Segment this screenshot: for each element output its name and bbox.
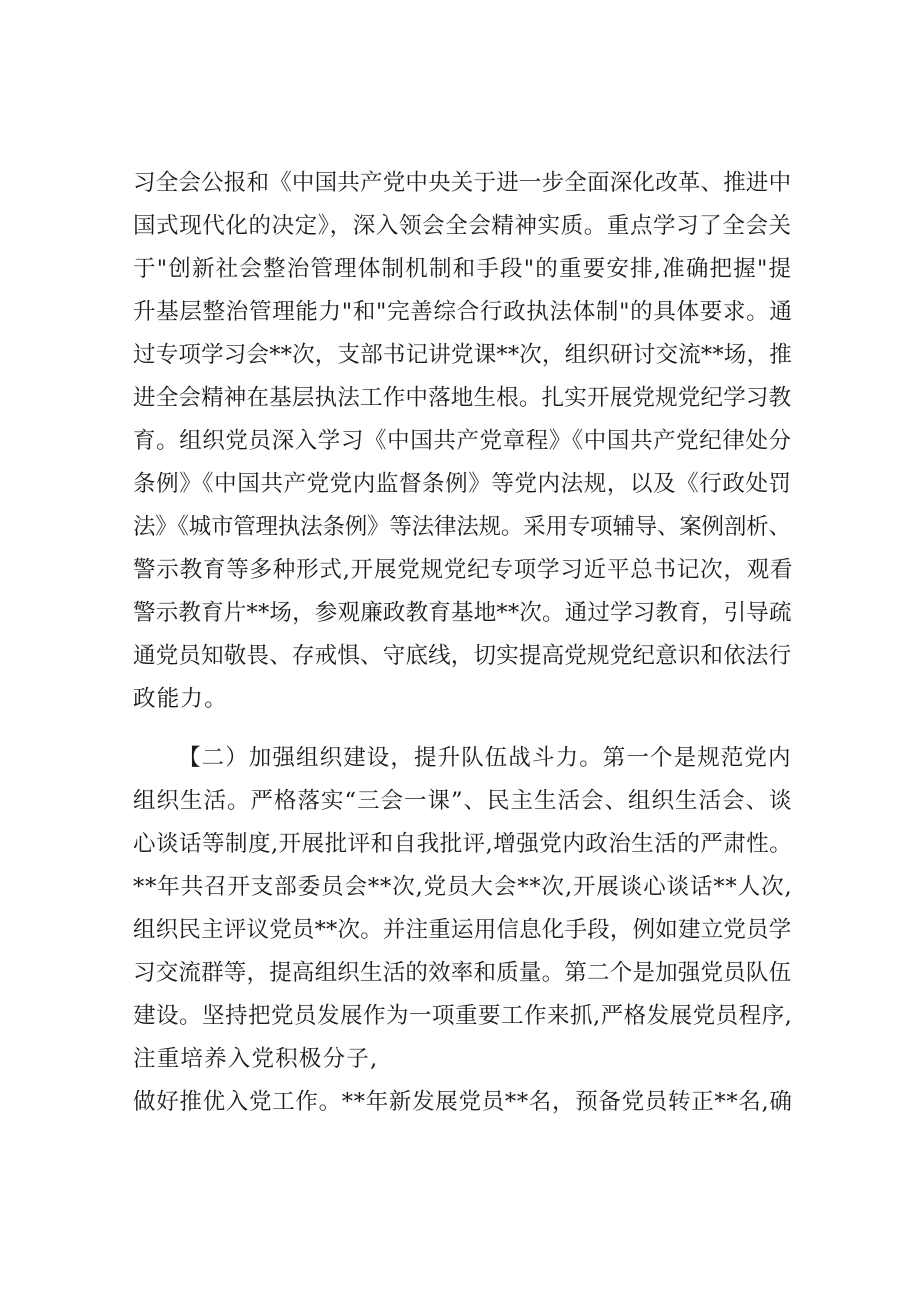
text-line: 于"创新社会整治管理体制机制和手段"的重要安排,准确把握"提 (133, 256, 793, 282)
text-line: 国式现代化的决定》，深入领会全会精神实质。重点学习了全会关 (133, 213, 792, 239)
text-line: 组织生活。严格落实“三会一课”、民主生活会、组织生活会、谈 (133, 788, 793, 814)
section-heading-line: 【二）加强组织建设，提升队伍战斗力。第一个是规范党内 (178, 745, 792, 771)
text-line: 组织民主评议党员**次。并注重运用信息化手段，例如建立党员学 (133, 917, 792, 943)
text-line: 警示教育片**场，参观廉政教育基地**次。通过学习教育，引导疏 (133, 600, 792, 626)
text-line: 做好推优入党工作。**年新发展党员**名，预备党员转正**名,确 (133, 1089, 793, 1115)
text-line: 通党员知敬畏、存戒惧、守底线，切实提高党规党纪意识和依法行 (133, 643, 792, 669)
text-line: 育。组织党员深入学习《中国共产党章程》《中国共产党纪律处分 (133, 428, 792, 454)
text-line: 政能力。 (133, 686, 228, 712)
text-line: 条例》《中国共产党党内监督条例》等党内法规，以及《行政处罚 (133, 471, 792, 497)
text-line: 心谈话等制度,开展批评和自我批评,增强党内政治生活的严肃性。 (133, 831, 793, 857)
text-line: 习全会公报和《中国共产党中央关于进一步全面深化改革、推进中 (133, 170, 792, 196)
text-line: 注重培养入党积极分子, (133, 1046, 379, 1072)
text-line: **年共召开支部委员会**次,党员大会**次,开展谈心谈话**人次, (133, 874, 793, 900)
text-line: 过专项学习会**次，支部书记讲党课**次，组织研讨交流**场，推 (133, 342, 792, 368)
text-line: 建设。坚持把党员发展作为一项重要工作来抓,严格发展党员程序, (133, 1003, 793, 1029)
text-line: 习交流群等，提高组织生活的效率和质量。第二个是加强党员队伍 (133, 960, 792, 986)
text-line: 警示教育等多种形式,开展党规党纪专项学习近平总书记次，观看 (133, 557, 794, 583)
text-line: 进全会精神在基层执法工作中落地生根。扎实开展党规党纪学习教 (133, 385, 792, 411)
text-line: 升基层整治管理能力"和"完善综合行政执法体制"的具体要求。通 (133, 299, 793, 325)
text-line: 法》《城市管理执法条例》等法律法规。采用专项辅导、案例剖析、 (133, 514, 791, 540)
